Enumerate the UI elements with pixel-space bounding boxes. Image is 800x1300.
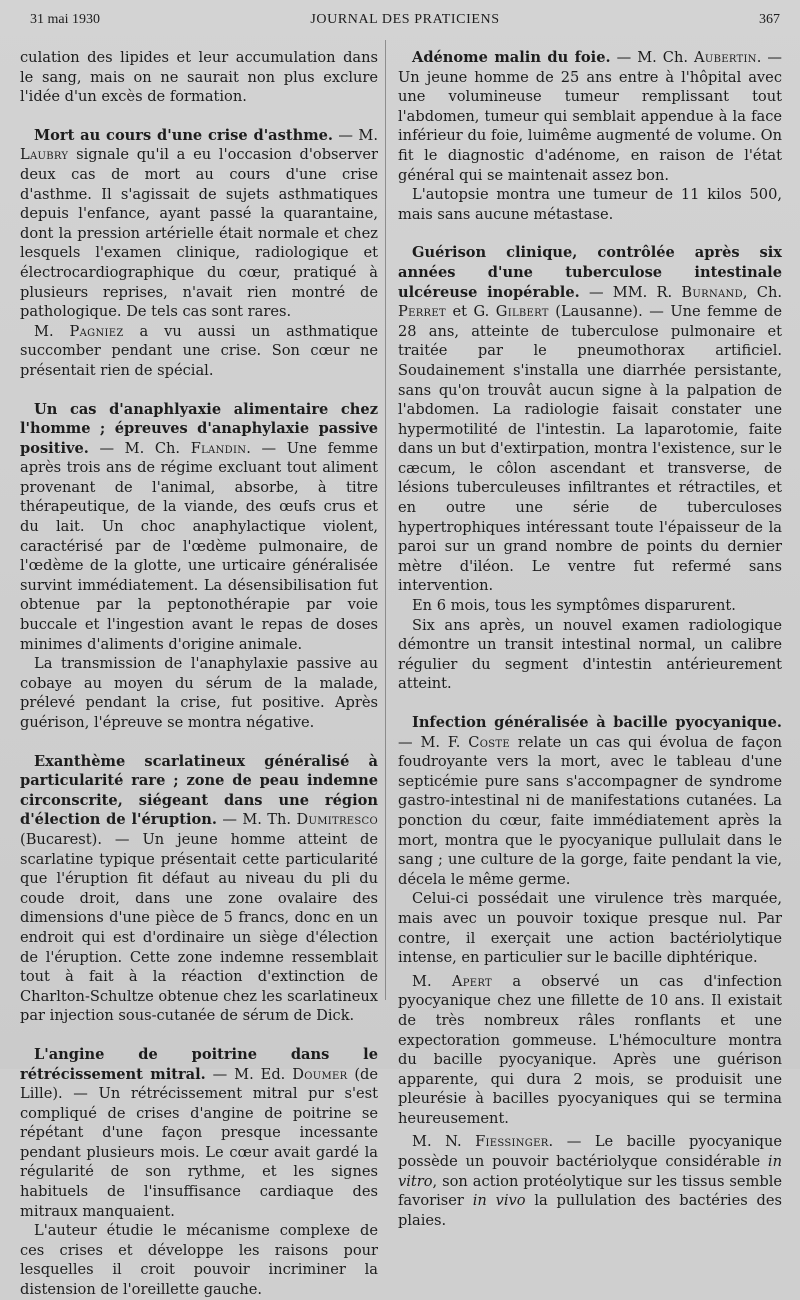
article-tuberculosis-p3: Six ans après, un nouvel examen radiologique démontre un transit intestinal normal, un calibre régulier du segment d'intestin antérieurement atteint. xyxy=(398,616,782,693)
author-name: Doumer xyxy=(292,1065,348,1083)
article-pyocyanic-fiessinger: M. N. Fiessinger. — Le bacille pyocyanique possède un pouvoir bactériolyque considérable in vitro, son action protéolytique sur les tissus semble favoriser in vivo la pullulation des bactéries des plaies. xyxy=(398,1133,782,1229)
article-title: Exanthème scarlatineux généralisé à particularité rare ; zone de peau indemne circonscrite, siégeant dans une région d'élection de l'éruption. xyxy=(20,752,378,829)
author-name: Coste xyxy=(468,733,510,751)
article-tuberculosis-p2: En 6 mois, tous les symptômes disparurent. xyxy=(412,597,736,615)
article-title: L'angine de poitrine dans le rétrécissement mitral. xyxy=(20,1045,378,1083)
article-asthma: Mort au cours d'une crise d'asthme. — M. Laubry signale qu'il a eu l'occasion d'observer deux cas de mort au cours d'une crise d'asthme. Il s'agissait de sujets asthmatiques depuis l'enfance, ayant passé la quarantaine, dont la pression artérielle était normale et chez lesquels l'examen clinique, radiologique et électrocardiographique du cœur, pratiqué à plusieurs reprises, n'avait rien montré de pathologique. De tels cas sont rares. xyxy=(20,126,378,321)
article-pyocyanic-apert: M. Apert a observé un cas d'infection pyocyanique chez une fillette de 10 ans. Il existait de très nombreux râles ronflants et une expectoration gommeuse. L'hémoculture montra du bacille pyocyanique. Après une guérison apparente, qui dura 2 mois, se produisit une pleurésie à bacilles pyocyaniques qui se termina heureusement. xyxy=(398,972,782,1127)
article-pyocyanic-p2: Celui-ci possédait une virulence très marquée, mais avec un pouvoir toxique presque nul. Par contre, il exerçait une action bactériolytique intense, en particulier sur le bacille diphtérique. xyxy=(398,890,782,967)
author-name: Pagniez xyxy=(69,322,124,340)
article-title: Guérison clinique, contrôlée après six années d'une tuberculose intestinale ulcéreuse inopérable. xyxy=(398,244,782,301)
latin-term: in vitro xyxy=(398,1153,782,1190)
right-column xyxy=(398,48,782,1230)
latin-term: in vivo xyxy=(472,1192,526,1210)
author-name: Apert xyxy=(451,972,493,990)
author-name: Gilbert xyxy=(495,303,549,321)
article-title: Mort au cours d'une crise d'asthme. xyxy=(34,126,334,144)
author-name: Fiessinger xyxy=(475,1133,549,1151)
author-name: Flandin xyxy=(190,439,247,457)
author-name: Dumitresco xyxy=(296,811,378,829)
author-name: Burnand xyxy=(681,283,743,301)
article-asthma-followup: M. Pagniez a vu aussi un asthmatique succomber pendant une crise. Son cœur ne présentait rien de spécial. xyxy=(20,322,378,379)
column-divider xyxy=(385,40,386,1000)
article-pyocyanic: Infection généralisée à bacille pyocyanique. — M. F. Coste relate un cas qui évolua de façon foudroyante vers la mort, avec le tableau d'une septicémie pure sans s'accompagner de syndrome gastro-intestinal ni de manifestations cutanées. La ponction du cœur, faite immédiatement après la mort, montra que le pyocyanique pullulait dans le sang ; une culture de la gorge, faite pendant la vie, décela le même germe. xyxy=(398,714,782,888)
header-date: 31 mai 1930 xyxy=(30,12,100,27)
article-adenoma-p2: L'autopsie montra une tumeur de 11 kilos 500, mais sans aucune métastase. xyxy=(398,186,782,223)
continued-paragraph: culation des lipides et leur accumulation dans le sang, mais on ne saurait non plus exclure l'idée d'un excès de formation. xyxy=(20,49,378,106)
article-anaphylaxis: Un cas d'anaphlyaxie alimentaire chez l'homme ; épreuves d'anaphylaxie passive positive. — M. Ch. Flandin. — Une femme après trois ans de régime excluant tout aliment provenant de l'animal, absorbe, à titre thérapeutique, de la viande, des œufs crus et du lait. Un choc anaphylactique violent, caractérisé par de l'œdème pulmonaire, de l'œdème de la glotte, une urticaire généralisée survint immédiatement. La désensibilisation fut obtenue par la peptonothérapie par voie buccale et l'ingestion avant le repas de doses minimes d'aliments d'origine animale. xyxy=(20,400,379,653)
author-name: Laubry xyxy=(20,146,69,164)
article-tuberculosis: Guérison clinique, contrôlée après six années d'une tuberculose intestinale ulcéreuse inopérable. — MM. R. Burnand, Ch. Perret et G. Gilbert (Lausanne). — Une femme de 28 ans, atteinte de tuberculose pulmonaire et traitée par le pneumothorax artificiel. Soudainement s'installa une diarrhée persistante, sans qu'on trouvât aucun signe à la palpation de l'abdomen. La radiologie faisait constater une hypermotilité de l'intestin. La laparotomie, faite dans un but d'extirpation, montra l'existence, sur le cæcum, le côlon ascendant et transverse, de lésions tuberculeuses infiltrantes et rétractiles, et en outre une série de tuberculoses hypertrophiques intéressant toute l'épaisseur de la paroi sur un grand nombre de points du dernier mètre d'iléon. Le ventre fut refermé sans intervention. xyxy=(398,244,782,595)
article-angina: L'angine de poitrine dans le rétrécissement mitral. — M. Ed. Doumer (de Lille). — Un rétrécissement mitral pur s'est compliqué de crises d'angine de poitrine se répétant d'une façon presque incessante pendant plusieurs mois. Le cœur avait gardé la régularité de son rythme, et les signes habituels de l'insuffisance cardiaque des mitraux manquaient. xyxy=(20,1045,379,1220)
article-exanthem: Exanthème scarlatineux généralisé à particularité rare ; zone de peau indemne circonscrite, siégeant dans une région d'élection de l'éruption. — M. Th. Dumitresco (Bucarest). — Un jeune homme atteint de scarlatine typique présentait cette particularité que l'éruption fit défaut au niveau du pli du coude droit, dans une zone ovalaire des dimensions d'une pièce de 5 francs, donc en un endroit qui est d'ordinaire un siège d'élection de l'éruption. Cette zone indemne ressemblait tout à fait à la réaction d'extinction de Charlton-Schultze obtenue chez les scarlatineux par injection sous-cutanée de sérum de Dick. xyxy=(20,752,378,1025)
article-title: Adénome malin du foie. xyxy=(412,49,611,66)
author-name: Aubertin xyxy=(694,49,757,66)
article-anaphylaxis-p2: La transmission de l'anaphylaxie passive au cobaye au moyen du sérum de la malade, prélevé pendant la crise, fut positive. Après guérison, l'épreuve se montra négative. xyxy=(20,655,378,731)
article-title: Infection généralisée à bacille pyocyanique. xyxy=(412,714,782,731)
page-number: 367 xyxy=(759,12,780,27)
left-column xyxy=(20,48,378,1300)
author-name: Perret xyxy=(398,303,446,321)
article-angina-p2: L'auteur étudie le mécanisme complexe de ces crises et développe les raisons pour lesquelles il croit pouvoir incriminer la distension de l'oreillette gauche. xyxy=(20,1222,378,1299)
article-adenoma: Adénome malin du foie. — M. Ch. Aubertin. — Un jeune homme de 25 ans entre à l'hôpital avec une volumineuse tumeur remplissant tout l'abdomen, tumeur qui semblait appendue à la face inférieur du foie, luimême augmenté de volume. On fit le diagnostic d'adénome, en raison de l'état général qui se maintenait assez bon. xyxy=(398,49,782,184)
page-header xyxy=(30,12,780,36)
journal-title: JOURNAL DES PRATICIENS xyxy=(310,12,500,27)
article-title: Un cas d'anaphlyaxie alimentaire chez l'homme ; épreuves d'anaphylaxie passive positive. xyxy=(20,400,378,457)
